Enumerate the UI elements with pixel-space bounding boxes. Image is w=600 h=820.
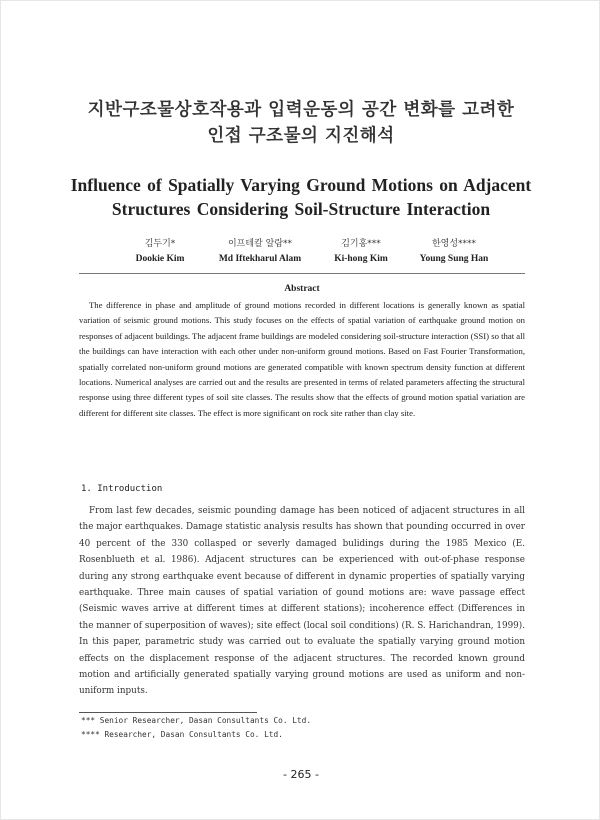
author-name-english: Ki-hong Kim — [334, 254, 388, 264]
abstract-text: The difference in phase and amplitude of ground motions recorded in different locations is generally known as spatial variation of seismic ground motions. This study focuses on the effects of spatial variation of earthquake ground motion on responses of adjacent buildings. The adjacent frame buildings are modeled considering soil-structure interaction (SSI) so that all the buildings can have interaction with each other under non-uniform ground motions. Based on Fast Fourier Transformation, spatially correlated non-uniform ground motions are generated compatible with known spectrum density function at different locations. Numerical analyses are carried out and the results are presented in terms of related parameters affecting the structural response using three different types of soil site classes. The results show that the effects of ground motion spatial variation are different for different site classes. The effect is more significant on rock site rather than clay site. — [79, 300, 525, 418]
author-name-english: Young Sung Han — [419, 254, 489, 264]
author-name-english: Md Iftekharul Alam — [218, 254, 302, 264]
abstract-heading: Abstract — [284, 284, 320, 294]
korean-title-line-2: 인접 구조물의 지진해석 — [207, 126, 395, 146]
section-heading: 1. Introduction — [81, 484, 163, 494]
introduction-text: From last few decades, seismic pounding damage has been noticed of adjacent structures in all the major earthquakes. Damage statistic analysis results has shown that pounding occurred in over 40 percent of the 330 collasped or severly damaged bulidings during the 1985 Mexico (E. Rosenblueth et al. 1986). Adjacent structures can be experienced with out-of-phase response during any strong earthquake event because of different in dynamic properties of spatially varying earthquake. Three main causes of spatial variation of gound motions are: wave passage effect (Seismic waves arrive at different times at different stations); incoherence effect (Differences in the manner of superposition of waves); site effect (local soil conditions) (R. S. Harichandran, 1999). In this paper, parametric study was carried out to evaluate the spatially varying ground motion effects on the displacement response of the adjacent structures. The recorded known ground motion and artificially generated spatially varying ground motions are used as uniform and non-uniform inputs. — [79, 506, 525, 697]
korean-title-line-1: 지반구조물상호작용과 입력운동의 공간 변화를 고려한 — [87, 100, 515, 120]
author-name-english: Dookie Kim — [135, 254, 185, 264]
footnote-divider — [79, 712, 257, 713]
page-number: - 265 - — [283, 768, 319, 781]
author-name-korean: 이프테칼 알람** — [227, 239, 293, 249]
author-name-korean: 김두기* — [144, 239, 176, 249]
footnote-2: **** Researcher, Dasan Consultants Co. Ltd. — [81, 730, 283, 739]
title-divider — [79, 273, 525, 274]
english-title-line-1: Influence of Spatially Varying Ground Motions on Adjacent — [70, 175, 532, 195]
author-4 — [389, 236, 519, 266]
english-title-line-2: Structures Considering Soil-Structure Interaction — [111, 199, 491, 219]
author-name-korean: 한영성**** — [431, 239, 477, 249]
author-name-korean: 김기홍*** — [341, 239, 381, 249]
footnote-1: *** Senior Researcher, Dasan Consultants Co. Ltd. — [81, 716, 312, 725]
